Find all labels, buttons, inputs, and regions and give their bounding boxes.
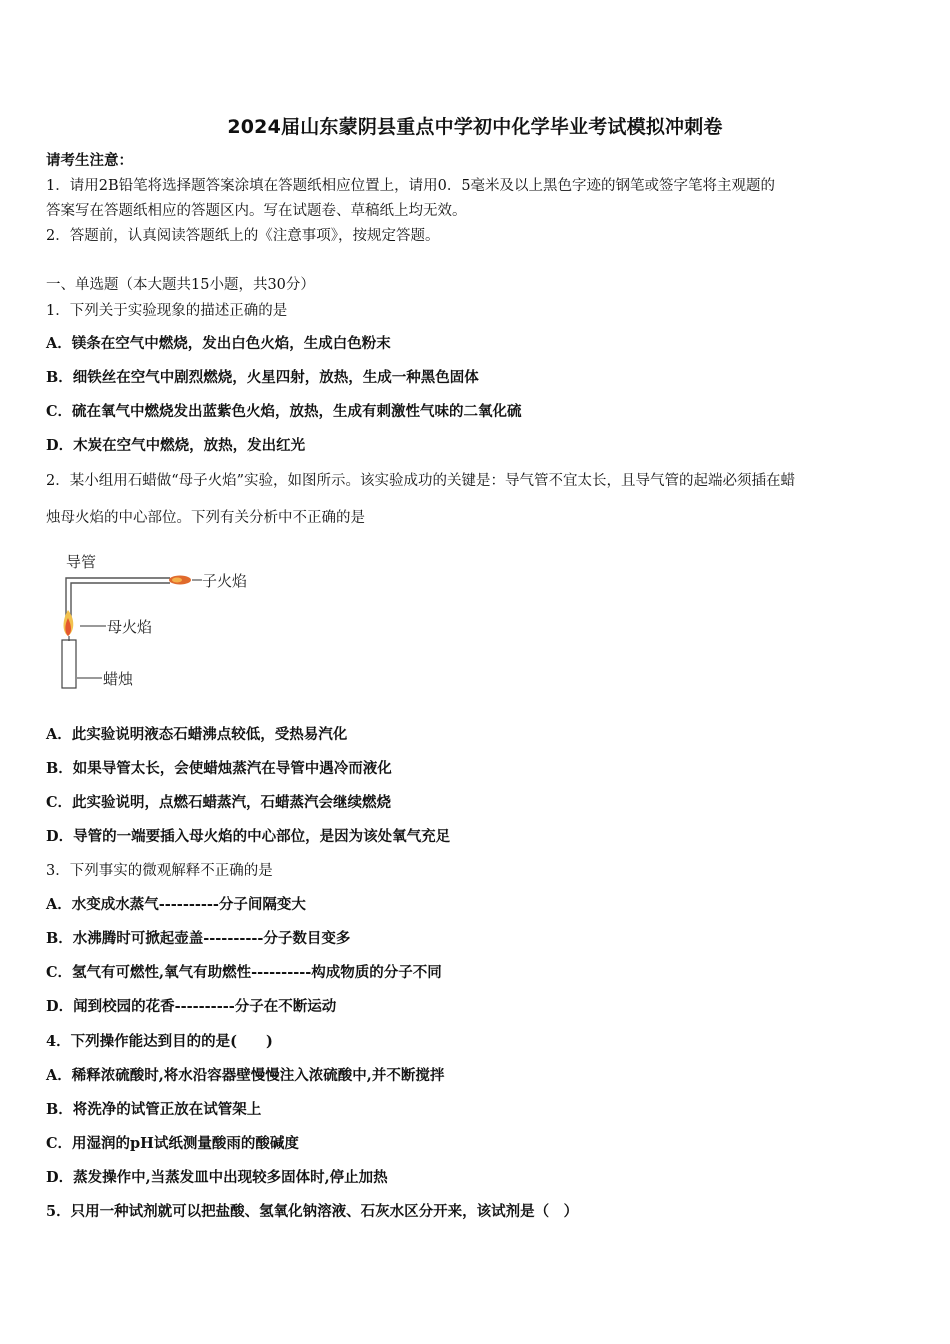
question-stem-continued: 烛母火焰的中心部位。下列有关分析中不正确的是 — [46, 510, 365, 526]
question-stem: 5．只用一种试剂就可以把盐酸、氢氧化钠溶液、石灰水区分开来，该试剂是（ ） — [46, 1203, 579, 1220]
notice-item: 1．请用2B铅笔将选择题答案涂填在答题纸相应位置上，请用0．5毫米及以上黑色字迹的钢笔或签字笔将主观题的 — [46, 178, 776, 194]
question-stem: 2．某小组用石蜡做“母子火焰”实验，如图所示。该实验成功的关键是：导气管不宜太长，且导气管的起端必须插在蜡 — [46, 473, 796, 489]
option-d: D．木炭在空气中燃烧，放热，发出红光 — [46, 437, 306, 454]
option-b: B．水沸腾时可掀起壶盖----------分子数目变多 — [46, 930, 351, 947]
notice-heading: 请考生注意： — [46, 152, 133, 169]
question-stem: 3．下列事实的微观解释不正确的是 — [46, 863, 273, 879]
section-heading: 一、单选题（本大题共15小题，共30分） — [46, 277, 315, 293]
candle-label: 蜡烛 — [103, 670, 134, 688]
notice-item: 答案写在答题纸相应的答题区内。写在试题卷、草稿纸上均无效。 — [46, 203, 467, 219]
candle-icon — [62, 640, 76, 688]
option-a: A．水变成水蒸气----------分子间隔变大 — [46, 896, 306, 913]
mother-flame-label: 母火焰 — [107, 618, 153, 636]
option-d: D．导管的一端要插入母火焰的中心部位，是因为该处氧气充足 — [46, 828, 451, 845]
child-flame-core — [172, 578, 182, 583]
option-a: A．稀释浓硫酸时,将水沿容器壁慢慢注入浓硫酸中,并不断搅拌 — [46, 1067, 445, 1084]
child-flame-label: 子火焰 — [202, 572, 248, 590]
option-d: D．闻到校园的花香----------分子在不断运动 — [46, 998, 337, 1015]
question-stem: 4．下列操作能达到目的的是( ) — [46, 1033, 273, 1050]
option-c: C．硫在氧气中燃烧发出蓝紫色火焰，放热，生成有刺激性气味的二氧化硫 — [46, 403, 522, 420]
option-a: A．此实验说明液态石蜡沸点较低，受热易汽化 — [46, 726, 348, 743]
option-c: C．此实验说明，点燃石蜡蒸汽，石蜡蒸汽会继续燃烧 — [46, 794, 392, 811]
tube-label: 导管 — [66, 553, 97, 571]
option-c: C．氢气有可燃性,氧气有助燃性----------构成物质的分子不同 — [46, 964, 442, 981]
page-title: 2024届山东蒙阴县重点中学初中化学毕业考试模拟冲刺卷 — [227, 116, 723, 138]
candle-flame-diagram — [50, 548, 290, 696]
notice-item: 2．答题前，认真阅读答题纸上的《注意事项》，按规定答题。 — [46, 228, 440, 244]
option-c: C．用湿润的pH试纸测量酸雨的酸碱度 — [46, 1135, 299, 1152]
option-d: D．蒸发操作中,当蒸发皿中出现较多固体时,停止加热 — [46, 1169, 388, 1186]
option-b: B．将洗净的试管正放在试管架上 — [46, 1101, 262, 1118]
question-stem: 1．下列关于实验现象的描述正确的是 — [46, 303, 288, 319]
option-a: A．镁条在空气中燃烧，发出白色火焰，生成白色粉末 — [46, 335, 391, 352]
option-b: B．如果导管太长，会使蜡烛蒸汽在导管中遇冷而液化 — [46, 760, 392, 777]
option-b: B．细铁丝在空气中剧烈燃烧，火星四射，放热，生成一种黑色固体 — [46, 369, 479, 386]
